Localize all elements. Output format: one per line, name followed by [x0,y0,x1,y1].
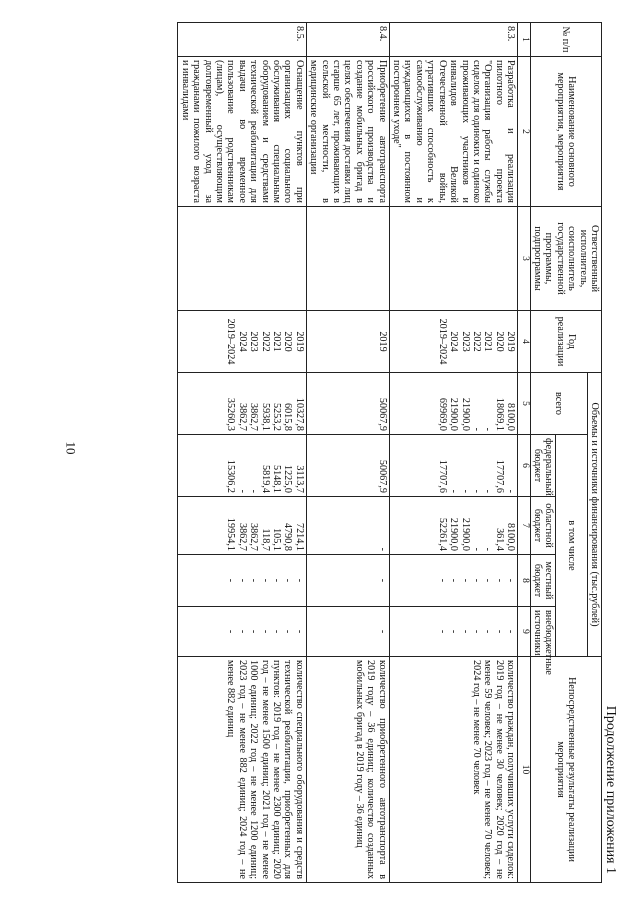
local-value: - [376,578,388,583]
federal [178,435,306,497]
appendix-heading: Продолжение приложения 1 [603,705,618,874]
extra-value: - [448,629,460,634]
column-number: 10 [518,657,530,883]
rotated-sheet [72,22,618,882]
local-value: - [236,578,248,583]
total-value: 21900,0 [459,397,471,431]
year-value: 2021 [482,331,494,352]
federal-value: 5819,4 [259,464,271,493]
federal-value: - [248,489,260,493]
total-value: 3862,7 [248,402,260,431]
local-value: - [225,578,237,583]
total-value: 5253,2 [271,402,283,431]
extra [178,607,306,657]
regional-value: 21900,0 [448,517,460,551]
year-value: 2020 [493,331,505,352]
regional-value: 105,1 [271,528,283,551]
local-value: - [459,578,471,583]
header-funding: Объемы и источники финансирования (тыс.рублей) [587,373,601,657]
year-value: 2019–2024 [436,318,448,365]
year-value: 2020 [282,331,294,352]
federal-value: 17707,6 [493,459,505,493]
local [389,555,517,607]
column-number: 4 [518,311,530,373]
total-value: 10327,8 [293,397,305,431]
local-value: - [293,578,305,583]
table-row [178,23,306,883]
measures-table [177,22,602,883]
total-value: 5938,1 [259,402,271,431]
extra-value: - [259,629,271,634]
total-value: 3862,7 [236,402,248,431]
column-number: 3 [518,207,530,311]
header-name: Наименование основного мероприятия, мероприятия [530,57,601,207]
header-local: местный бюджет [530,555,556,607]
executor [178,207,306,311]
column-number: 7 [518,497,530,555]
header-regional: областной бюджет [530,497,556,555]
total [389,373,517,435]
regional-value: - [482,547,494,551]
year [178,311,306,373]
extra [306,607,389,657]
column-number: 2 [518,57,530,207]
regional-value: 7214,1 [293,522,305,551]
total-value: 69969,0 [436,397,448,431]
page-number: 10 [63,441,79,455]
regional-value: 52261,4 [436,517,448,551]
extra-value: - [236,629,248,634]
header-no: № п/п [530,23,601,57]
measure-name: Разработка и реализация пилотного проекта "Организация работы службы сиделок для одиноких и одиноко проживающих участников и инвалидов Великой Отечественной войны, утративших способность к самообслуживанию и нуждающихся в постоянном постороннем уходе" [389,57,517,207]
total-value: 6015,8 [282,402,294,431]
federal-value: 15306,2 [225,459,237,493]
regional [389,497,517,555]
regional-value: 4790,8 [282,522,294,551]
year-value: 2022 [470,331,482,352]
year [306,311,389,373]
federal-value: 5148,1 [271,464,283,493]
local [306,555,389,607]
results: количество специального оборудования и средств технической реабилитации, приобретенных для пунктов: 2019 год – не менее 2300 единиц; 2020 год – не менее 1500 единиц; 2021 год – не менее 1000 единиц; 2022 год – не менее 1200 единиц; 2023 год – не менее 882 единиц; 2024 год – не менее 882 единиц [178,657,306,883]
regional-value: 361,4 [493,528,505,551]
header-results: Непосредственные результаты реализации мероприятия [530,657,601,883]
column-number: 9 [518,607,530,657]
results: количество приобретенного автотранспорта в 2019 году – 36 единиц; количество созданных мобильных бригад в 2019 году – 36 единиц [306,657,389,883]
total-value: 8100,0 [505,402,517,431]
local-value: - [470,578,482,583]
year-value: 2019 [376,331,388,352]
regional-value: - [376,547,388,551]
header-year: Год реализации [530,311,601,373]
extra-value: - [376,629,388,634]
local-value: - [282,578,294,583]
federal [389,435,517,497]
row-number: 8.4. [306,23,389,57]
year-value: 2024 [236,331,248,352]
results: количество граждан, получивших услуги сиделок: 2019 год – не менее 30 человек; 2020 год – не менее 59 человек; 2023 год – не менее 70 человек; 2024 год – не менее 70 человек [389,657,517,883]
local-value: - [259,578,271,583]
year-value: 2019 [505,331,517,352]
column-number: 8 [518,555,530,607]
table-row [389,23,517,883]
regional-value: 21900,0 [459,517,471,551]
executor [389,207,517,311]
table-row [306,23,389,883]
year-value: 2023 [459,331,471,352]
total-value: - [470,427,482,431]
extra-value: - [225,629,237,634]
local-value: - [448,578,460,583]
header-incl: в том числе [556,435,587,657]
total-value: - [482,427,494,431]
extra-value: - [436,629,448,634]
regional-value: 3862,7 [248,522,260,551]
column-number: 6 [518,435,530,497]
header-total: всего [530,373,587,435]
regional-value: 118,7 [259,528,271,551]
regional-value: - [470,547,482,551]
total [178,373,306,435]
federal-value: 3113,7 [293,465,305,493]
extra [389,607,517,657]
total-value: 21900,0 [448,397,460,431]
total-value: 35260,3 [225,397,237,431]
column-number: 1 [518,23,530,57]
regional-value: 8100,0 [505,522,517,551]
extra-value: - [505,629,517,634]
extra-value: - [470,629,482,634]
measure-name: Приобретение автотранспорта российского производства и создание мобильных бригад в целях обеспечения доставки лиц старше 65 лет, проживающих в сельской местности, в медицинские организации [306,57,389,207]
extra-value: - [459,629,471,634]
column-number: 5 [518,373,530,435]
regional-value: 19954,1 [225,517,237,551]
header-executor: Ответственный исполнитель, соисполнитель государственной программы, подпрограммы [530,207,601,311]
local-value: - [271,578,283,583]
header-extra: внебюджетные источники [530,607,556,657]
total-value: 50067,9 [376,397,388,431]
extra-value: - [493,629,505,634]
federal-value: 1225,0 [282,464,294,493]
executor [306,207,389,311]
federal-value: - [236,489,248,493]
extra-value: - [482,629,494,634]
extra-value: - [271,629,283,634]
federal-value: - [448,489,460,493]
year-value: 2019–2024 [225,318,237,365]
extra-value: - [293,629,305,634]
year-value: 2024 [448,331,460,352]
year-value: 2021 [271,331,283,352]
header-federal: федеральный бюджет [530,435,556,497]
federal-value: - [470,489,482,493]
federal-value: 50067,9 [376,459,388,493]
federal-value: 17707,6 [436,459,448,493]
extra-value: - [248,629,260,634]
regional [306,497,389,555]
local-value: - [248,578,260,583]
column-number-row [518,23,530,883]
regional [178,497,306,555]
federal [306,435,389,497]
local-value: - [493,578,505,583]
total [306,373,389,435]
local-value: - [505,578,517,583]
year-value: 2023 [248,331,260,352]
federal-value: - [482,489,494,493]
local [178,555,306,607]
year-value: 2019 [293,331,305,352]
extra-value: - [282,629,294,634]
federal-value: - [459,489,471,493]
local-value: - [482,578,494,583]
measure-name: Оснащение пунктов при организациях социального обслуживания специальным оборудованием и средствами технической реабилитации для выдачи во временное пользование родственникам (лицам), осуществляющим долговременный уход за гражданами пожилого возраста и инвалидами [178,57,306,207]
federal-value: - [505,489,517,493]
row-number: 8.3. [389,23,517,57]
regional-value: 3862,7 [236,522,248,551]
total-value: 18069,1 [493,397,505,431]
row-number: 8.5. [178,23,306,57]
year-value: 2022 [259,331,271,352]
year [389,311,517,373]
local-value: - [436,578,448,583]
